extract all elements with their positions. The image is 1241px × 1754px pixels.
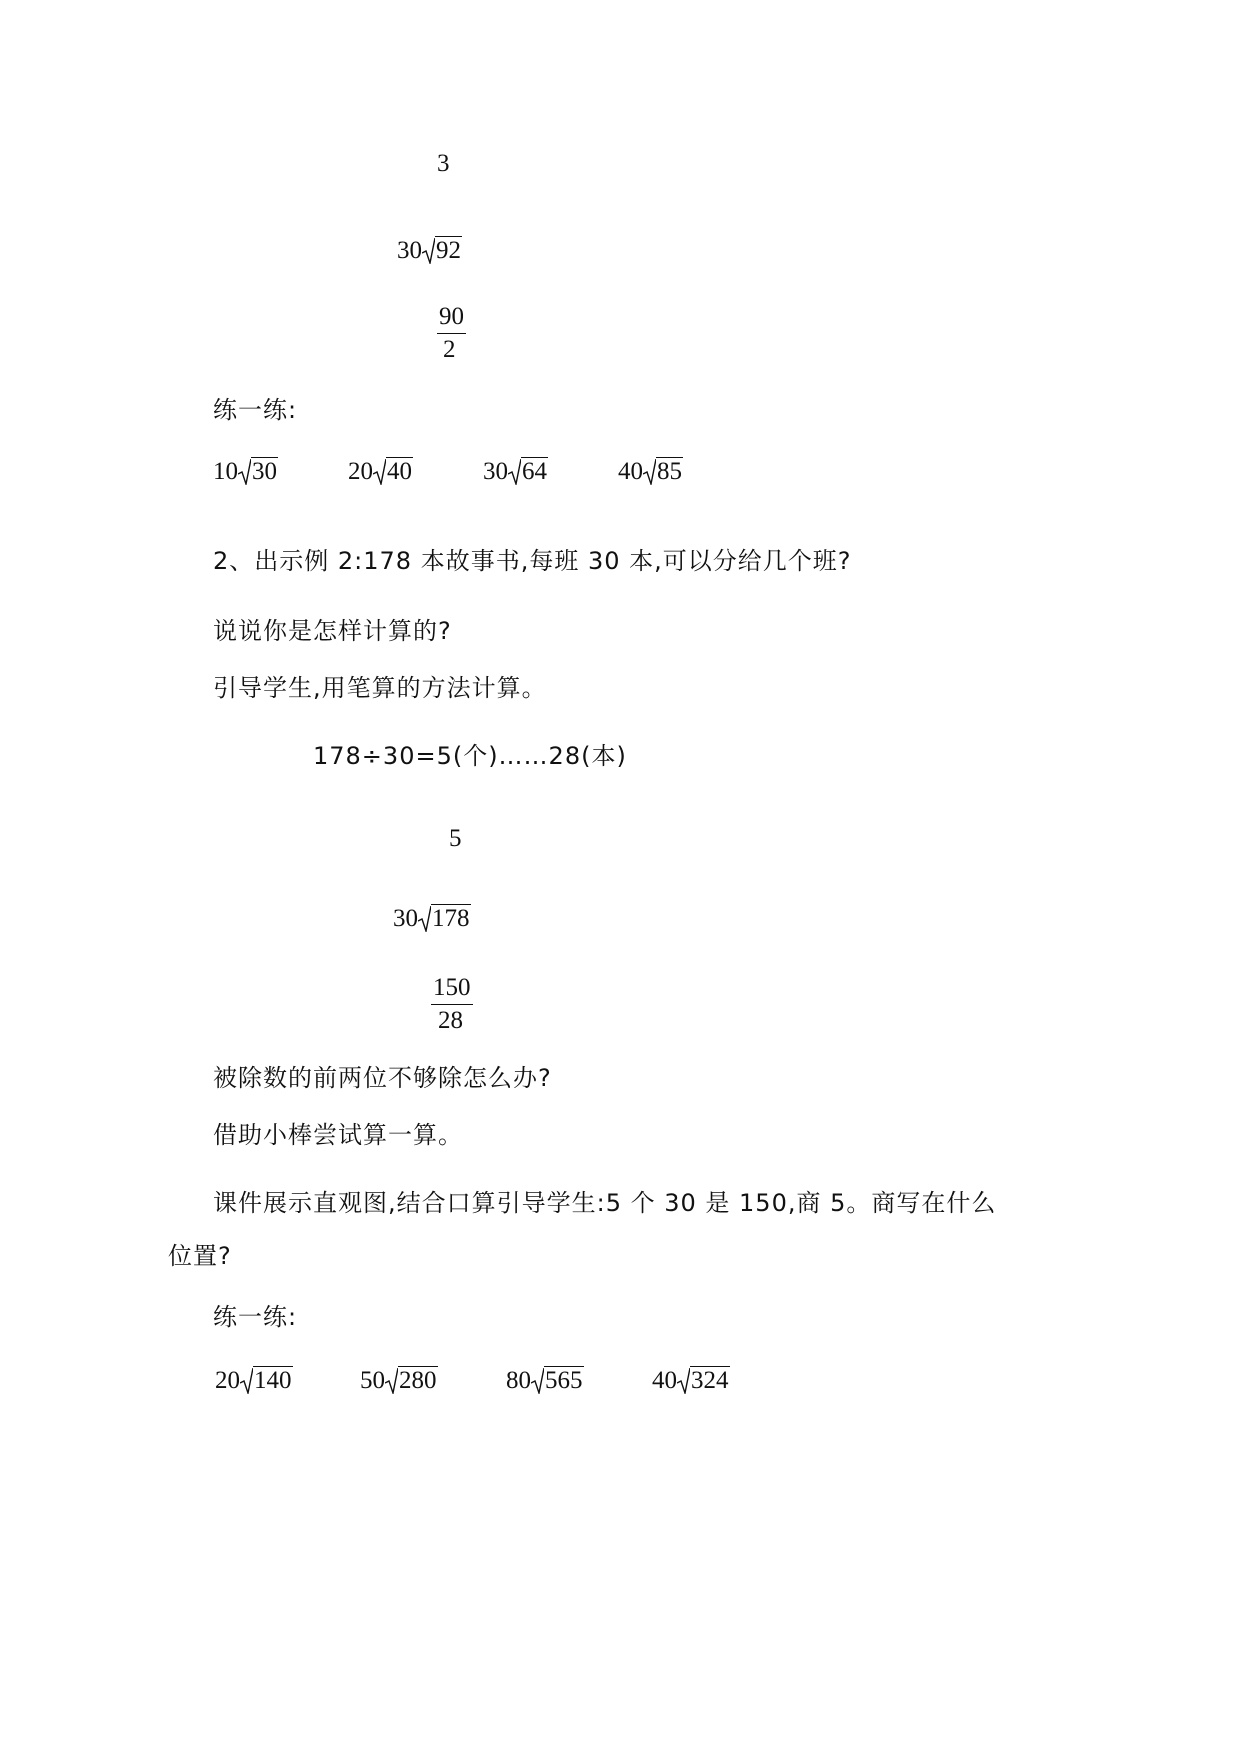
practice1-item: 10 30: [213, 458, 277, 485]
practice2-item: 80 565: [506, 1367, 583, 1394]
example2-quotient: 5: [449, 825, 462, 852]
long-division-bracket: 280: [385, 1366, 438, 1395]
practice1-label: 练一练:: [213, 396, 298, 424]
long-division-bracket: 565: [531, 1366, 584, 1395]
example2-question1: 被除数的前两位不够除怎么办?: [213, 1064, 552, 1092]
courseware-line2: 位置?: [168, 1242, 232, 1270]
practice2-item: 40 324: [652, 1367, 729, 1394]
example2-equation: 178÷30=5(个)……28(本): [313, 742, 627, 770]
example1-product: 90: [437, 303, 466, 334]
example1-quotient: 3: [437, 150, 450, 177]
long-division-bracket: 30: [238, 457, 278, 486]
example2-problem: 2、出示例 2:178 本故事书,每班 30 本,可以分给几个班?: [213, 547, 852, 575]
divisor: 30: [397, 237, 422, 264]
long-division-bracket: 324: [677, 1366, 730, 1395]
dividend: 92: [436, 237, 461, 264]
example2-product: 150: [431, 974, 473, 1005]
practice1-item: 20 40: [348, 458, 412, 485]
example2-question2: 借助小棒尝试算一算。: [213, 1121, 463, 1149]
practice2-item: 50 280: [360, 1367, 437, 1394]
long-division-bracket: 64: [508, 457, 548, 486]
long-division-bracket: [422, 236, 462, 265]
long-division-bracket: 85: [643, 457, 683, 486]
practice2-label: 练一练:: [213, 1303, 298, 1331]
long-division-bracket: 140: [240, 1366, 293, 1395]
example1-remainder: 2: [443, 336, 456, 363]
courseware-line1: 课件展示直观图,结合口算引导学生:5 个 30 是 150,商 5。商写在什么: [213, 1189, 997, 1217]
practice1-item: 40 85: [618, 458, 682, 485]
example2-division: 30 178: [393, 905, 470, 932]
example1-division: [397, 236, 462, 265]
practice1-item: 30 64: [483, 458, 547, 485]
example2-guide: 引导学生,用笔算的方法计算。: [213, 674, 547, 702]
practice2-item: 20 140: [215, 1367, 292, 1394]
long-division-bracket: 40: [373, 457, 413, 486]
long-division-bracket: 178: [418, 904, 471, 933]
example2-ask: 说说你是怎样计算的?: [213, 617, 452, 645]
example2-remainder: 28: [438, 1007, 463, 1034]
